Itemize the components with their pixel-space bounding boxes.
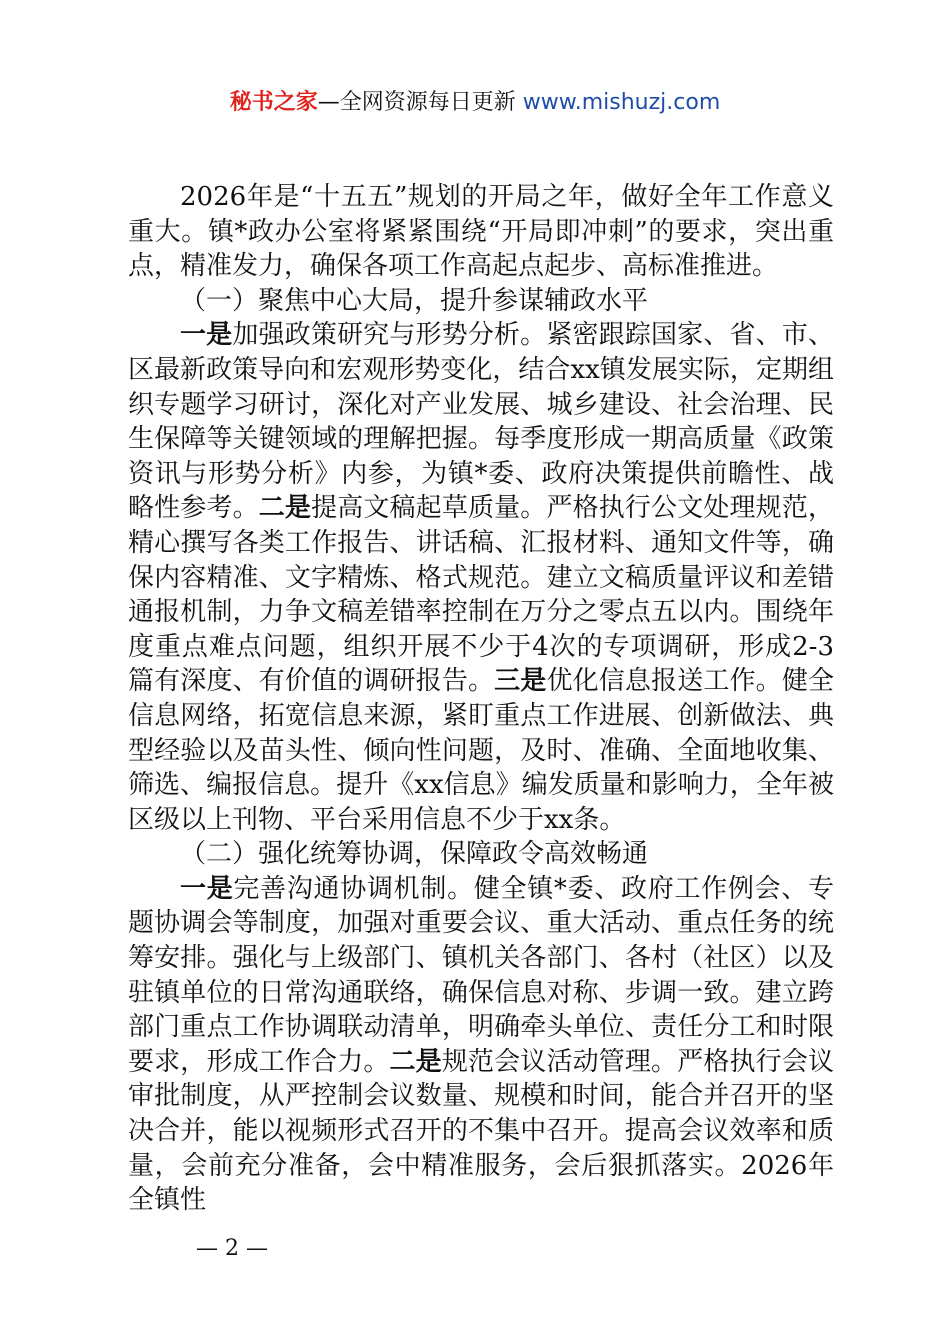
banner-slogan: —全网资源每日更新 <box>317 90 523 115</box>
section-2-paragraph <box>128 872 834 1218</box>
paragraph-text: 优化信息报送工作。健全信息网络，拓宽信息来源，紧盯重点工作进展、创新做法、典型经验以及苗头性、倾向性问题，及时、准确、全面地收集、筛选、编报信息。提升《xx信息》编发质量和影响力，全年被区级以上刊物、平台采用信息不少于xx条。 <box>128 666 834 835</box>
section-1-paragraph <box>128 318 834 837</box>
site-banner <box>0 88 950 118</box>
paragraph-text: 规范会议活动管理。严格执行会议审批制度，从严控制会议数量、规模和时间，能合并召开的坚决合并，能以视频形式召开的不集中召开。提高会议效率和质量，会前充分准备，会中精准服务，会后狠抓落实。2026年全镇性 <box>128 1046 834 1216</box>
page-number: — 2 — <box>196 1236 268 1261</box>
document-body <box>128 180 834 1218</box>
brand-name: 秘书之家 <box>229 90 318 115</box>
lead-marker: 二是 <box>389 1046 442 1077</box>
paragraph-text: 提高文稿起草质量。严格执行公文处理规范，精心撰写各类工作报告、讲话稿、汇报材料、通知文件等，确保内容精准、文字精炼、格式规范。建立文稿质量评议和差错通报机制，力争文稿差错率控制在万分之零点五以内。围绕年度重点难点问题，组织开展不少于4次的专项调研，形成2-3篇有深度、有价值的调研报告。 <box>128 493 834 697</box>
section-1-heading: （一）聚焦中心大局，提升参谋辅政水平 <box>180 285 649 316</box>
lead-marker: 二是 <box>258 493 312 524</box>
lead-marker: 一是 <box>180 873 234 904</box>
site-url-link[interactable]: www.mishuzj.com <box>522 90 721 115</box>
paragraph-text: 完善沟通协调机制。健全镇*委、政府工作例会、专题协调会等制度，加强对重要会议、重大活动、重点任务的统筹安排。强化与上级部门、镇机关各部门、各村（社区）以及驻镇单位的日常沟通联络，确保信息对称、步调一致。建立跨部门重点工作协调联动清单，明确牵头单位、责任分工和时限要求，形成工作合力。 <box>128 873 834 1077</box>
paragraph-text: 加强政策研究与形势分析。紧密跟踪国家、省、市、区最新政策导向和宏观形势变化，结合xx镇发展实际，定期组织专题学习研讨，深化对产业发展、城乡建设、社会治理、民生保障等关键领域的理解把握。每季度形成一期高质量《政策资讯与形势分析》内参，为镇*委、政府决策提供前瞻性、战略性参考。 <box>128 320 834 524</box>
lead-marker: 一是 <box>180 320 233 351</box>
section-2-heading: （二）强化统筹协调，保障政令高效畅通 <box>180 839 649 870</box>
lead-marker: 三是 <box>494 666 547 697</box>
intro-paragraph: 2026年是“十五五”规划的开局之年，做好全年工作意义重大。镇*政办公室将紧紧围绕“开局即冲刺”的要求，突出重点，精准发力，确保各项工作高起点起步、高标准推进。 <box>128 182 834 282</box>
